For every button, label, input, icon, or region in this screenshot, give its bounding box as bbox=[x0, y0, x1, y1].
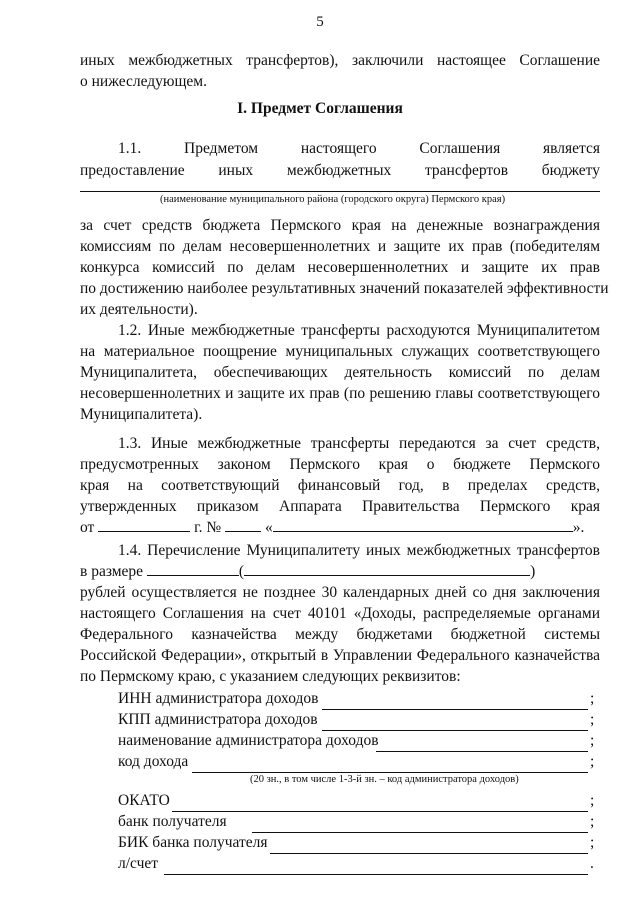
p14-line-1: 1.4. Перечисление Муниципалитету иных межбюджетных трансфертов bbox=[118, 542, 600, 559]
bik-label: БИК банка получателя bbox=[118, 834, 268, 851]
okato-semicolon: ; bbox=[590, 792, 595, 809]
admin-name-semicolon: ; bbox=[590, 732, 595, 749]
p14-line-6: Российской Федерации», открытый в Управлении Федерального казначейства bbox=[80, 647, 600, 664]
income-code-semicolon: ; bbox=[590, 753, 595, 770]
bik-field[interactable] bbox=[270, 853, 588, 854]
p11-line-7: их деятельности). bbox=[80, 301, 198, 318]
amount-label: в размере bbox=[80, 563, 144, 580]
intro-line-2: о нижеследующем. bbox=[80, 73, 207, 90]
okato-field[interactable] bbox=[172, 811, 588, 812]
order-title-open-quote: « bbox=[264, 519, 273, 536]
order-number-label: г. № bbox=[194, 519, 222, 536]
income-code-caption: (20 зн., в том числе 1-3-й зн. – код администратора доходов) bbox=[250, 774, 519, 785]
p14-line-2 bbox=[80, 561, 535, 581]
kpp-label: КПП администратора доходов bbox=[118, 711, 318, 728]
section-title: I. Предмет Соглашения bbox=[237, 100, 403, 117]
order-title-field[interactable] bbox=[273, 517, 573, 532]
p14-line-4: настоящего Соглашения на счет 40101 «Доходы, распределяемые органами bbox=[80, 605, 600, 622]
amount-close-paren: ) bbox=[530, 563, 536, 580]
page-number: 5 bbox=[316, 14, 324, 30]
kpp-field[interactable] bbox=[322, 730, 588, 731]
order-from-label: от bbox=[80, 519, 95, 536]
admin-name-field[interactable] bbox=[376, 751, 588, 752]
p13-line-2: предусмотренных законом Пермского края о бюджете Пермского bbox=[80, 456, 600, 473]
account-label: л/счет bbox=[118, 855, 159, 872]
order-date-field[interactable] bbox=[98, 517, 190, 532]
order-title-close-quote: ». bbox=[572, 519, 585, 536]
p14-line-7: по Пермскому краю, с указанием следующих реквизитов: bbox=[80, 668, 461, 685]
bureau-name-caption: (наименование муниципального района (городского округа) Пермского края) bbox=[160, 194, 506, 205]
p11-line-4: комиссиям по делам несовершеннолетних и защите их прав (победителям bbox=[80, 238, 600, 255]
bank-label: банк получателя bbox=[118, 813, 227, 830]
p13-line-3: края на соответствующий финансовый год, в пределах средств, bbox=[80, 477, 600, 494]
p11-line-1: 1.1. Предметом настоящего Соглашения является bbox=[118, 140, 600, 157]
admin-name-label: наименование администратора доходов bbox=[118, 732, 379, 749]
bureau-name-rule bbox=[80, 191, 600, 192]
inn-field[interactable] bbox=[322, 709, 588, 710]
amount-digits-field[interactable] bbox=[147, 561, 239, 576]
inn-semicolon: ; bbox=[590, 690, 595, 707]
p13-line-4: утвержденных приказом Аппарата Правительства Пермского края bbox=[80, 498, 600, 515]
p12-line-2: на материальное поощрение муниципальных служащих соответствующего bbox=[80, 343, 600, 360]
p11-line-3: за счет средств бюджета Пермского края на денежные вознаграждения bbox=[80, 217, 600, 234]
account-field[interactable] bbox=[164, 874, 588, 875]
okato-label: ОКАТО bbox=[118, 792, 170, 809]
intro-line-1: иных межбюджетных трансфертов), заключили настоящее Соглашение bbox=[80, 52, 600, 69]
p14-line-3: рублей осуществляется не позднее 30 календарных дней со дня заключения bbox=[80, 584, 600, 601]
p12-line-1: 1.2. Иные межбюджетные трансферты расходуются Муниципалитетом bbox=[118, 322, 600, 339]
p14-line-5: Федерального казначейства между бюджетами бюджетной системы bbox=[80, 626, 600, 643]
p11-line-2: предоставление иных межбюджетных трансфертов бюджету bbox=[80, 162, 600, 179]
p12-line-5: Муниципалитета). bbox=[80, 406, 203, 423]
p13-line-1: 1.3. Иные межбюджетные трансферты передаются за счет средств, bbox=[118, 435, 600, 452]
order-number-field[interactable] bbox=[225, 517, 261, 532]
bank-field[interactable] bbox=[252, 832, 588, 833]
p12-line-3: Муниципалитета, обеспечивающих деятельность комиссий по делам bbox=[80, 364, 600, 381]
amount-open-paren: ( bbox=[238, 563, 245, 580]
income-code-label: код дохода bbox=[118, 753, 189, 770]
income-code-field[interactable] bbox=[192, 772, 588, 773]
amount-words-field[interactable] bbox=[244, 561, 530, 576]
p12-line-4: несовершеннолетних и защите их прав (по решению главы соответствующего bbox=[80, 385, 600, 402]
kpp-semicolon: ; bbox=[590, 711, 595, 728]
bik-semicolon: ; bbox=[590, 834, 595, 851]
p11-line-6: по достижению наиболее результативных значений показателей эффективности bbox=[80, 280, 609, 297]
account-period: . bbox=[590, 855, 594, 872]
p13-line-5 bbox=[80, 517, 584, 537]
bank-semicolon: ; bbox=[590, 813, 595, 830]
p11-line-5: конкурса комиссий по делам несовершеннолетних и защите их прав bbox=[80, 259, 600, 276]
inn-label: ИНН администратора доходов bbox=[118, 690, 319, 707]
